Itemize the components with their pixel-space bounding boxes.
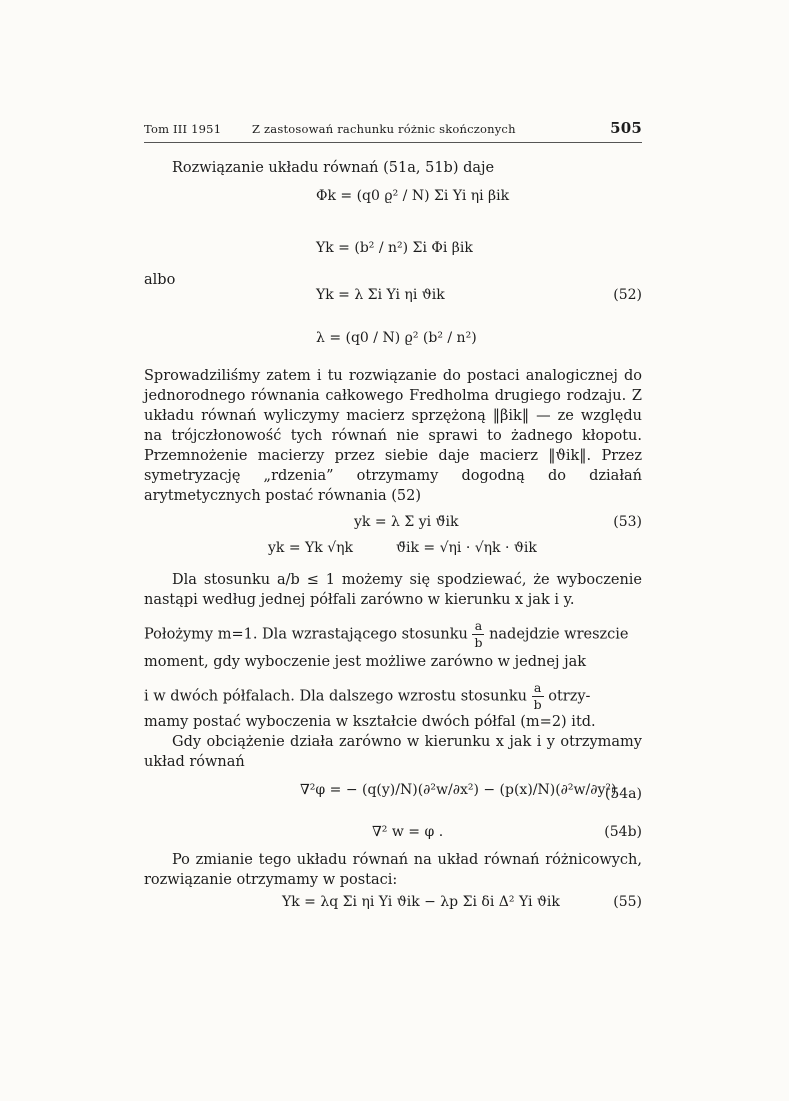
equation-y-beta xyxy=(316,240,473,256)
paragraph-fredholm: Sprowadziliśmy zatem i tu rozwiązanie do postaci analogicznej do jednorodnego równania całkowego Fredholma drugiego rodzaju. Z układu równań wyliczymy macierz sprzężoną ‖βik‖ — ze względu na trójczłonowość tych równań nie sprawi to żadnego kłopotu. Przemnożenie macierzy przez siebie daje macierz ‖ϑik‖. Przez symetryzację „rdzenia” otrzymamy dogodną do działań arytmetycznych postać równania (52) xyxy=(144,368,642,504)
running-header xyxy=(144,120,642,142)
equation-53-left: yk = Yk √ηk xyxy=(268,540,353,556)
equation-54a: ∇²φ = − (q(y)/N)(∂²w/∂x²) − (p(x)/N)(∂²w/∂y²) xyxy=(300,782,617,798)
equation-lambda-text: λ = (q0 / N) ϱ² (b² / n²) xyxy=(316,330,477,346)
paragraph-ratio-line5: mamy postać wyboczenia w kształcie dwóch półfal (m=2) itd. xyxy=(144,714,596,730)
paragraph-ratio-line1: Dla stosunku a/b ≤ 1 możemy się spodziewać, że wyboczenie nastąpi według jednej półfali zarówno w kierunku x jak i y. xyxy=(144,572,642,608)
equation-y-beta-text: Yk = (b² / n²) Σi Φi βik xyxy=(316,240,473,256)
equation-number-54a: (54a) xyxy=(604,786,642,802)
fraction-a-over-b xyxy=(472,618,484,651)
fraction-num-2: a xyxy=(532,680,544,697)
fraction-den-2: b xyxy=(533,697,542,712)
equation-phi xyxy=(316,188,509,204)
paragraph-difference: Po zmianie tego układu równań na układ równań różnicowych, rozwiązanie otrzymamy w postaci: xyxy=(144,852,642,888)
intro-text: Rozwiązanie układu równań (51a, 51b) daje xyxy=(172,160,495,176)
ratio-line2-text-b: nadejdzie wreszcie xyxy=(489,626,629,643)
equation-y-theta xyxy=(316,287,445,303)
equation-lambda xyxy=(316,330,477,346)
fraction-den: b xyxy=(474,635,483,650)
equation-54b: ∇² w = φ . xyxy=(372,824,444,840)
equation-number-52: (52) xyxy=(613,287,642,303)
paragraph-ratio-line2 xyxy=(144,618,642,651)
equation-number-54b: (54b) xyxy=(604,824,642,840)
ratio-line4-text-a: i w dwóch półfalach. Dla dalszego wzrostu stosunku xyxy=(144,688,527,705)
fraction-num: a xyxy=(472,618,484,635)
equation-53-top: yk = λ Σ yi ϑ̄ik xyxy=(354,514,459,530)
equation-y-theta-text: Yk = λ Σi Yi ηi ϑik xyxy=(316,287,445,303)
equation-number-55: (55) xyxy=(613,894,642,910)
header-volume: Tom III 1951 xyxy=(144,122,222,136)
equation-phi-text: Φk = (q0 ϱ² / N) Σi Yi ηi βik xyxy=(316,188,510,204)
equation-55: Yk = λq Σi ηi Yi ϑik − λp Σi δi Δ² Yi ϑik xyxy=(282,894,560,910)
page-number: 505 xyxy=(610,119,642,137)
fraction-a-over-b-2 xyxy=(532,680,544,713)
header-title: Z zastosowań rachunku różnic skończonych xyxy=(252,122,516,136)
equation-number-53: (53) xyxy=(613,514,642,530)
ratio-line4-text-b: otrzy- xyxy=(548,688,591,705)
paragraph-load: Gdy obciążenie działa zarówno w kierunku x jak i y otrzymamy układ równań xyxy=(144,734,642,770)
header-rule xyxy=(144,142,642,143)
paragraph-ratio-line4 xyxy=(144,680,642,713)
albo-label: albo xyxy=(144,272,176,288)
paragraph-ratio-line3: moment, gdy wyboczenie jest możliwe zarówno w jednej jak xyxy=(144,654,586,670)
equation-53-right: ϑ̄ik = √ηi · √ηk · ϑik xyxy=(396,540,537,556)
ratio-line2-text-a: Położymy m=1. Dla wzrastającego stosunku xyxy=(144,626,468,643)
